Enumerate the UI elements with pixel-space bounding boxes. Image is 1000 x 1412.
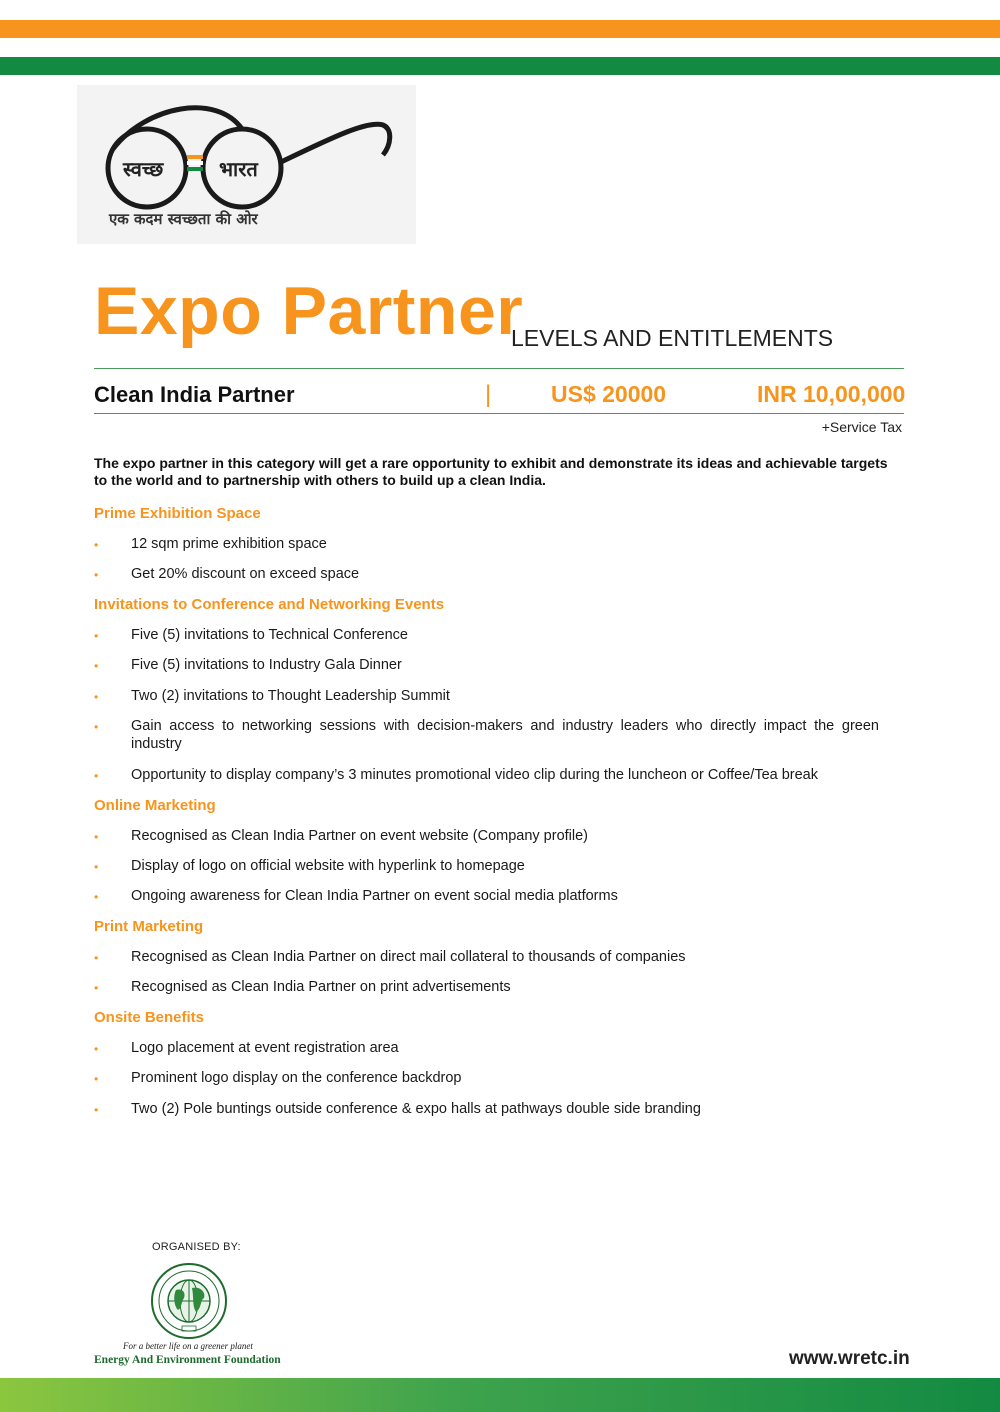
foundation-name: Energy And Environment Foundation [94, 1354, 281, 1366]
section-heading-online-marketing: Online Marketing [94, 797, 216, 814]
list-item: Recognised as Clean India Partner on event website (Company profile) [131, 828, 588, 844]
list-item: Ongoing awareness for Clean India Partner on event social media platforms [131, 888, 618, 904]
section-heading-prime-exhibition: Prime Exhibition Space [94, 505, 261, 522]
list-item: Opportunity to display company’s 3 minutes promotional video clip during the luncheon or Coffee/Tea break [131, 767, 819, 783]
bullet-icon: • [94, 538, 99, 552]
section-heading-invitations: Invitations to Conference and Networking Events [94, 596, 445, 613]
list-item: Five (5) invitations to Industry Gala Dinner [131, 657, 402, 673]
list-item: Two (2) invitations to Thought Leadership Summit [131, 688, 450, 704]
divider-top [94, 368, 904, 369]
bullet-icon: • [94, 690, 99, 704]
bullet-icon: • [94, 890, 99, 904]
list-item: Two (2) Pole buntings outside conference & expo halls at pathways double side branding [131, 1101, 701, 1117]
bullet-icon: • [94, 1072, 99, 1086]
section-heading-onsite-benefits: Onsite Benefits [94, 1009, 205, 1026]
list-item: 12 sqm prime exhibition space [131, 536, 327, 552]
logo-word-right: भारत [219, 157, 258, 181]
top-orange-band [0, 20, 1000, 38]
page-subtitle: LEVELS AND ENTITLEMENTS [511, 325, 834, 351]
list-item: Logo placement at event registration area [131, 1040, 399, 1056]
tier-price-inr: INR 10,00,000 [757, 381, 906, 407]
top-green-band [0, 57, 1000, 75]
divider-bottom [94, 413, 904, 414]
logo-word-left: स्वच्छ [123, 157, 164, 181]
organised-by-label: ORGANISED BY: [152, 1241, 241, 1253]
tier-price-usd: US$ 20000 [551, 381, 667, 407]
bullet-icon: • [94, 1103, 99, 1117]
list-item: Prominent logo display on the conference backdrop [131, 1070, 462, 1086]
bottom-green-band [0, 1378, 1000, 1412]
tier-separator: | [485, 381, 492, 408]
section-heading-print-marketing: Print Marketing [94, 918, 204, 935]
bullet-icon: • [94, 860, 99, 874]
list-item: Recognised as Clean India Partner on print advertisements [131, 979, 511, 995]
list-item: Display of logo on official website with hyperlink to homepage [131, 858, 525, 874]
list-item: Get 20% discount on exceed space [131, 566, 360, 582]
intro-paragraph: The expo partner in this category will get a rare opportunity to exhibit and demonstrate its ideas and achievable targets to the world and to partnership with others to build up a clean India. [94, 455, 888, 488]
list-item: Five (5) invitations to Technical Conference [131, 627, 408, 643]
bullet-icon: • [94, 568, 99, 582]
bullet-icon: • [94, 659, 99, 673]
foundation-tagline: For a better life on a greener planet [123, 1341, 253, 1351]
bullet-icon: • [94, 981, 99, 995]
list-item: Gain access to networking sessions with decision-makers and industry leaders who directly impact the green industry [131, 718, 879, 752]
bullet-icon: • [94, 951, 99, 965]
bullet-icon: • [94, 830, 99, 844]
bullet-icon: • [94, 629, 99, 643]
list-item: Recognised as Clean India Partner on direct mail collateral to thousands of companies [131, 949, 686, 965]
bullet-icon: • [94, 769, 99, 783]
website-link[interactable]: www.wretc.in [789, 1348, 910, 1369]
page-title: Expo Partner [94, 273, 524, 349]
bullet-icon: • [94, 1042, 99, 1056]
logo-tagline: एक कदम स्वच्छता की ओर [109, 210, 258, 228]
foundation-globe-icon [148, 1262, 230, 1340]
bullet-icon: • [94, 720, 99, 734]
tier-name: Clean India Partner [94, 382, 295, 407]
service-tax-note: +Service Tax [821, 419, 902, 435]
swachh-bharat-logo [77, 85, 416, 244]
